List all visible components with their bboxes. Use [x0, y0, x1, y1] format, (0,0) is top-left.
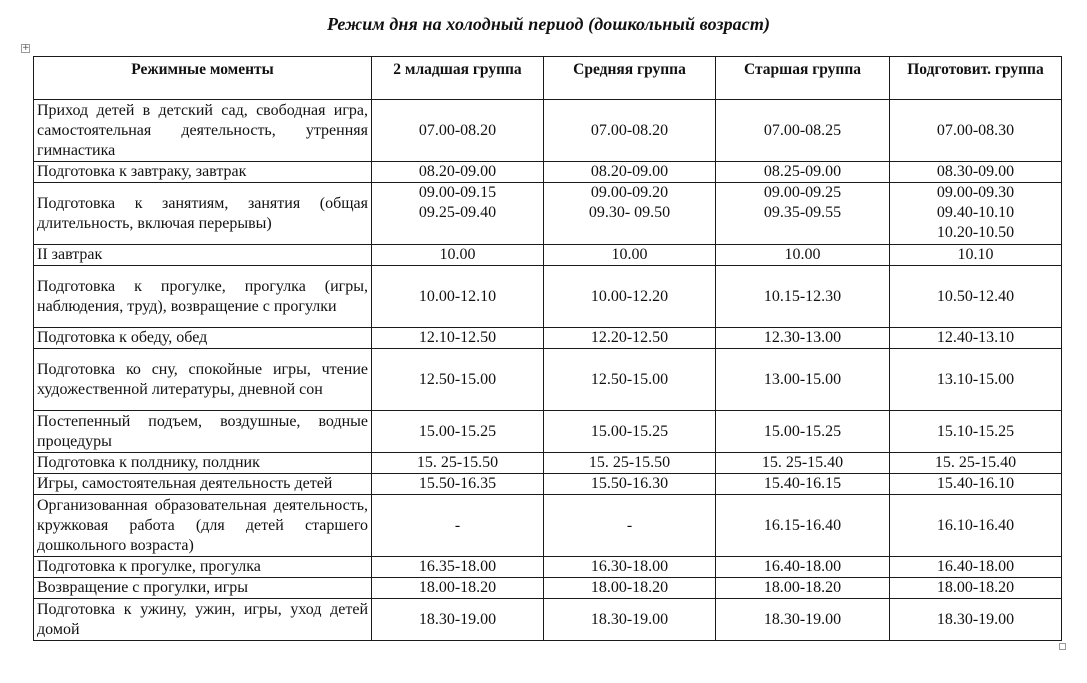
time-cell [890, 349, 1062, 411]
time-cell [716, 474, 890, 495]
document-title: Режим дня на холодный период (дошкольный возраст) [326, 14, 771, 34]
time-cell [372, 162, 544, 183]
time-value: 10.00 [611, 246, 648, 263]
activity-cell: II завтрак [34, 245, 372, 266]
time-cell [544, 266, 716, 328]
table-row [34, 266, 1062, 328]
time-value: 09.25-09.40 [418, 204, 497, 221]
table-row [34, 495, 1062, 557]
time-cell [716, 266, 890, 328]
time-cell [716, 557, 890, 578]
time-value: 12.50-15.00 [590, 370, 669, 388]
time-value: 15.40-16.15 [763, 475, 842, 492]
time-value: 12.50-15.00 [418, 370, 497, 388]
time-value: 09.40-10.10 [936, 204, 1015, 221]
table-body [34, 100, 1062, 641]
activity-cell: Возвращение с прогулки, игры [34, 578, 372, 599]
table-row [34, 453, 1062, 474]
time-cell [890, 100, 1062, 162]
time-value: 09.00-09.30 [936, 184, 1015, 201]
time-value: 10.10 [957, 246, 994, 263]
time-cell [372, 474, 544, 495]
table-row [34, 162, 1062, 183]
table-row [34, 411, 1062, 453]
time-value: 08.30-09.00 [936, 163, 1015, 180]
time-cell [544, 100, 716, 162]
activity-cell: Подготовка к полднику, полдник [34, 453, 372, 474]
table-row [34, 349, 1062, 411]
time-value: 09.00-09.15 [418, 184, 497, 201]
time-value: 10.00-12.10 [418, 287, 497, 305]
time-value: 12.30-13.00 [763, 329, 842, 346]
time-cell [544, 328, 716, 349]
time-cell [890, 474, 1062, 495]
table-row [34, 578, 1062, 599]
time-cell [716, 411, 890, 453]
table-move-handle-icon[interactable]: + [22, 43, 30, 53]
time-value: 10.00 [439, 246, 476, 263]
time-value: 12.20-12.50 [590, 329, 669, 346]
header-middle-group: Средняя группа [544, 57, 716, 100]
time-value: 18.30-19.00 [936, 610, 1015, 628]
time-value: 18.30-19.00 [763, 610, 842, 628]
table-row [34, 183, 1062, 245]
time-value: 18.30-19.00 [418, 610, 497, 628]
time-cell [372, 349, 544, 411]
activity-cell: Игры, самостоятельная деятельность детей [34, 474, 372, 495]
header-senior-group: Старшая группа [716, 57, 890, 100]
time-cell [544, 557, 716, 578]
time-value: 15.50-16.30 [590, 475, 669, 492]
time-cell [544, 453, 716, 474]
time-value: 13.10-15.00 [936, 370, 1015, 388]
time-cell [890, 495, 1062, 557]
table-row [34, 474, 1062, 495]
time-cell [716, 599, 890, 641]
time-cell [372, 100, 544, 162]
time-value: 09.00-09.25 [763, 184, 842, 201]
time-value: 16.35-18.00 [418, 558, 497, 575]
table-row [34, 245, 1062, 266]
time-value: 18.30-19.00 [590, 610, 669, 628]
time-cell [544, 183, 716, 245]
header-activities: Режимные моменты [34, 57, 372, 100]
time-cell [890, 578, 1062, 599]
time-value: 12.40-13.10 [936, 329, 1015, 346]
activity-cell: Подготовка к завтраку, завтрак [34, 162, 372, 183]
time-cell [544, 411, 716, 453]
activity-cell: Приход детей в детский сад, свободная игра, самостоятельная деятельность, утренняя гимнастика [34, 100, 372, 162]
time-cell [716, 453, 890, 474]
time-value: 15.00-15.25 [590, 422, 669, 440]
activity-cell: Подготовка к занятиям, занятия (общая длительность, включая перерывы) [34, 183, 372, 245]
time-value: 15. 25-15.50 [588, 454, 671, 471]
time-cell [890, 162, 1062, 183]
activity-cell: Подготовка к прогулке, прогулка (игры, наблюдения, труд), возвращение с прогулки [34, 266, 372, 328]
time-cell [890, 557, 1062, 578]
time-cell [544, 599, 716, 641]
time-value: 07.00-08.30 [936, 121, 1015, 139]
time-cell [372, 578, 544, 599]
time-cell [372, 328, 544, 349]
time-value: 18.00-18.20 [590, 579, 669, 596]
time-cell [890, 411, 1062, 453]
activity-cell: Постепенный подъем, воздушные, водные процедуры [34, 411, 372, 453]
time-cell [372, 266, 544, 328]
time-cell [544, 349, 716, 411]
time-value: 15. 25-15.40 [761, 454, 844, 471]
time-value: 16.15-16.40 [763, 516, 842, 534]
time-value: 10.50-12.40 [936, 287, 1015, 305]
time-value: 10.15-12.30 [763, 287, 842, 305]
time-value: 12.10-12.50 [418, 329, 497, 346]
time-cell [544, 474, 716, 495]
time-cell [716, 328, 890, 349]
time-value: 08.25-09.00 [763, 163, 842, 180]
time-value: 18.00-18.20 [418, 579, 497, 596]
time-cell [372, 557, 544, 578]
schedule-table [33, 56, 1062, 641]
time-value: 07.00-08.20 [418, 121, 497, 139]
header-junior-group: 2 младшая группа [372, 57, 544, 100]
table-row [34, 557, 1062, 578]
time-value: 16.10-16.40 [936, 516, 1015, 534]
activity-cell: Подготовка к прогулке, прогулка [34, 557, 372, 578]
time-cell [716, 162, 890, 183]
time-value: 08.20-09.00 [590, 163, 669, 180]
time-cell [544, 162, 716, 183]
time-cell [372, 599, 544, 641]
time-cell [890, 183, 1062, 245]
time-value: 09.35-09.55 [763, 204, 842, 221]
time-value: 10.20-10.50 [936, 224, 1015, 241]
time-cell [372, 411, 544, 453]
activity-cell: Организованная образовательная деятельность, кружковая работа (для детей старшего дошкольного возраста) [34, 495, 372, 557]
time-value: - [626, 516, 633, 534]
table-row [34, 100, 1062, 162]
time-cell [372, 495, 544, 557]
table-row [34, 599, 1062, 641]
time-value: 07.00-08.20 [590, 121, 669, 139]
time-cell [716, 100, 890, 162]
time-value: 15.40-16.10 [936, 475, 1015, 492]
time-value: 15.10-15.25 [936, 422, 1015, 440]
time-value: 16.40-18.00 [763, 558, 842, 575]
activity-cell: Подготовка к ужину, ужин, игры, уход детей домой [34, 599, 372, 641]
table-resize-handle-icon[interactable] [1059, 643, 1066, 650]
time-value: 15. 25-15.50 [416, 454, 499, 471]
time-cell [544, 495, 716, 557]
time-value: 16.40-18.00 [936, 558, 1015, 575]
time-value: 07.00-08.25 [763, 121, 842, 139]
activity-cell: Подготовка к обеду, обед [34, 328, 372, 349]
time-cell [890, 245, 1062, 266]
time-cell [890, 599, 1062, 641]
time-value: 13.00-15.00 [763, 370, 842, 388]
time-cell [716, 183, 890, 245]
time-value: 08.20-09.00 [418, 163, 497, 180]
time-value: 10.00-12.20 [590, 287, 669, 305]
time-cell [716, 495, 890, 557]
time-value: 09.00-09.20 [590, 184, 669, 201]
time-value: 18.00-18.20 [936, 579, 1015, 596]
time-value: 09.30- 09.50 [588, 204, 671, 221]
header-preparatory-group: Подготовит. группа [890, 57, 1062, 100]
time-cell [544, 245, 716, 266]
time-cell [890, 328, 1062, 349]
time-cell [716, 578, 890, 599]
time-value: 15.00-15.25 [763, 422, 842, 440]
time-value: 15.50-16.35 [418, 475, 497, 492]
time-cell [890, 453, 1062, 474]
time-cell [716, 245, 890, 266]
time-value: 16.30-18.00 [590, 558, 669, 575]
time-value: 10.00 [784, 246, 821, 263]
table-header-row [34, 57, 1062, 100]
time-value: 15.00-15.25 [418, 422, 497, 440]
table-row [34, 328, 1062, 349]
time-cell [372, 453, 544, 474]
time-cell [372, 245, 544, 266]
activity-cell: Подготовка ко сну, спокойные игры, чтение художественной литературы, дневной сон [34, 349, 372, 411]
time-cell [890, 266, 1062, 328]
time-value: 15. 25-15.40 [934, 454, 1017, 471]
time-value: - [454, 516, 461, 534]
time-cell [544, 578, 716, 599]
time-cell [716, 349, 890, 411]
time-cell [372, 183, 544, 245]
time-value: 18.00-18.20 [763, 579, 842, 596]
